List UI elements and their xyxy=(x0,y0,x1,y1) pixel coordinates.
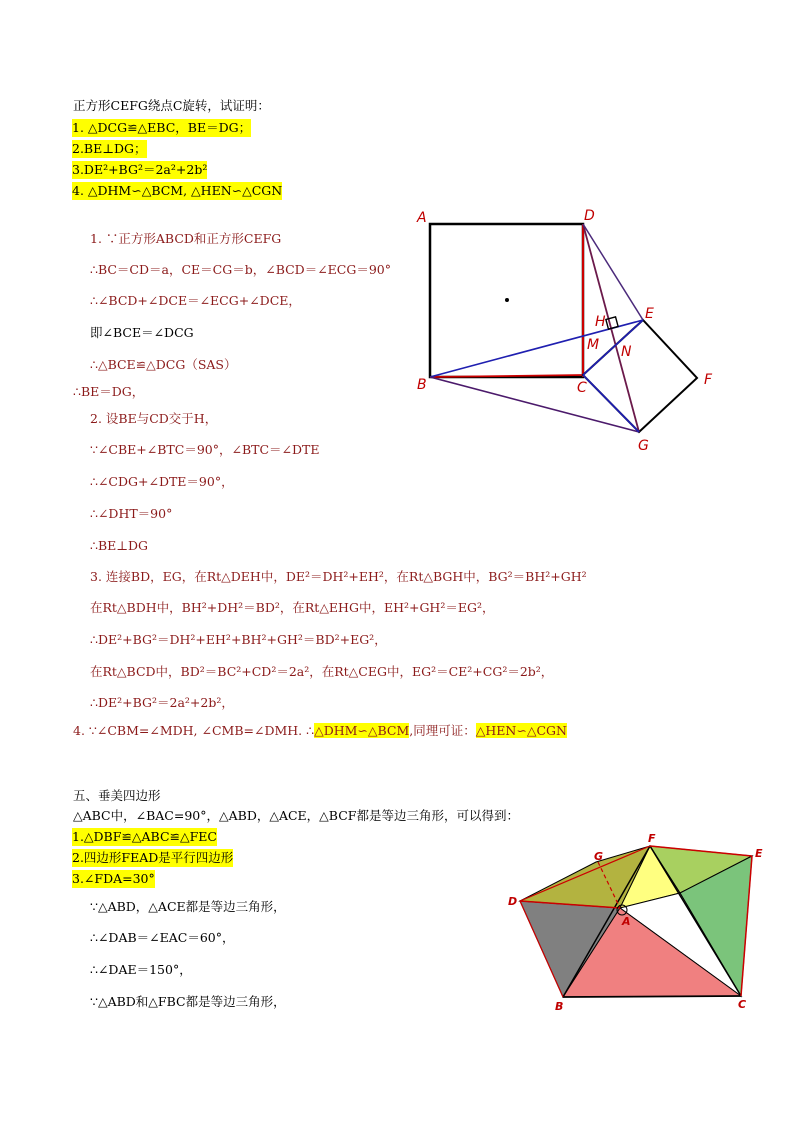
label-a: A xyxy=(622,915,631,928)
proof-line: ∴∠DHT＝90° xyxy=(90,506,173,521)
part5-proof-line: ∴∠DAE＝150°， xyxy=(90,962,192,977)
label-f: F xyxy=(648,832,656,845)
label-n: N xyxy=(621,344,632,360)
label-d: D xyxy=(584,208,595,224)
proof-line: ∵∠CBE+∠BTC＝90°，∠BTC＝∠DTE xyxy=(90,442,320,457)
label-e: E xyxy=(645,306,654,322)
label-g: G xyxy=(638,438,649,454)
proof-line: 3. 连接BD，EG，在Rt△DEH中，DE²＝DH²+EH²，在Rt△BGH中，BG²＝BH²+GH² xyxy=(90,569,587,584)
part5-statement: △ABC中，∠BAC=90°，△ABD，△ACE，△BCF都是等边三角形，可以得到： xyxy=(73,808,519,823)
proof-line: ∴BC＝CD＝a，CE＝CG＝b，∠BCD＝∠ECG＝90° xyxy=(90,262,391,277)
label-d: D xyxy=(508,895,518,908)
part4-intro: 正方形CEFG绕点C旋转，试证明： xyxy=(73,98,270,113)
part5-heading: 五、垂美四边形 xyxy=(73,788,161,803)
label-h: H xyxy=(595,314,606,330)
part5-proof-line: ∵△ABD，△ACE都是等边三角形， xyxy=(90,899,286,914)
part5-claim-1: 1.△DBF≌△ABC≌△FEC xyxy=(72,829,217,844)
line4-prefix: 4. ∵∠CBM=∠MDH, ∠CMB=∠DMH. ∴ xyxy=(73,723,315,738)
part5-proof-line: ∵△ABD和△FBC都是等边三角形， xyxy=(90,994,286,1009)
claim-4: 4. △DHM∽△BCM, △HEN∽△CGN xyxy=(72,183,283,198)
proof-line: 在Rt△BCD中，BD²＝BC²+CD²＝2a²，在Rt△CEG中，EG²＝CE²+CG²＝2b²， xyxy=(90,664,554,679)
proof-line: ∴∠CDG+∠DTE＝90°， xyxy=(90,474,234,489)
proof-line: 在Rt△BDH中，BH²+DH²＝BD²，在Rt△EHG中，EH²+GH²＝EG²， xyxy=(90,600,495,615)
proof-line: ∴BE＝DG， xyxy=(73,384,145,399)
label-b: B xyxy=(555,1000,564,1013)
label-c: C xyxy=(577,380,587,396)
label-f: F xyxy=(704,372,713,388)
label-c: C xyxy=(738,998,747,1011)
claim-1: 1. △DCG≌△EBC，BE＝DG； xyxy=(72,120,252,135)
proof-line: ∴DE²+BG²＝2a²+2b²， xyxy=(90,695,234,710)
label-e: E xyxy=(755,847,763,860)
proof-line: 1. ∵正方形ABCD和正方形CEFG xyxy=(90,231,282,246)
line4-highlight-1: △DHM∽△BCM xyxy=(314,723,410,738)
proof-line: ∴△BCE≌△DCG（SAS） xyxy=(90,357,237,372)
part5-claim-2: 2.四边形FEAD是平行四边形 xyxy=(72,850,234,865)
segment-bc xyxy=(563,996,741,997)
line4-mid: ,同理可证： xyxy=(409,723,476,738)
part5-proof-line: ∴∠DAB＝∠EAC＝60°， xyxy=(90,930,235,945)
label-g: G xyxy=(594,850,604,863)
proof-line: ∴DE²+BG²＝DH²+EH²+BH²+GH²＝BD²+EG²， xyxy=(90,632,387,647)
proof-line: ∴BE⊥DG xyxy=(90,538,149,553)
claim-2: 2.BE⊥DG； xyxy=(72,141,147,156)
label-a: A xyxy=(417,210,427,226)
label-m: M xyxy=(587,337,600,353)
proof-line: 2. 设BE与CD交于H， xyxy=(90,411,218,426)
line4-highlight-2: △HEN∽△CGN xyxy=(475,723,567,738)
part5-claim-3: 3.∠FDA=30° xyxy=(72,871,155,886)
proof-line: ∴∠BCD+∠DCE＝∠ECG+∠DCE， xyxy=(90,293,301,308)
label-b: B xyxy=(417,377,427,393)
claim-3: 3.DE²+BG²＝2a²+2b² xyxy=(72,162,208,177)
proof-line: 即∠BCE＝∠DCG xyxy=(90,325,194,340)
